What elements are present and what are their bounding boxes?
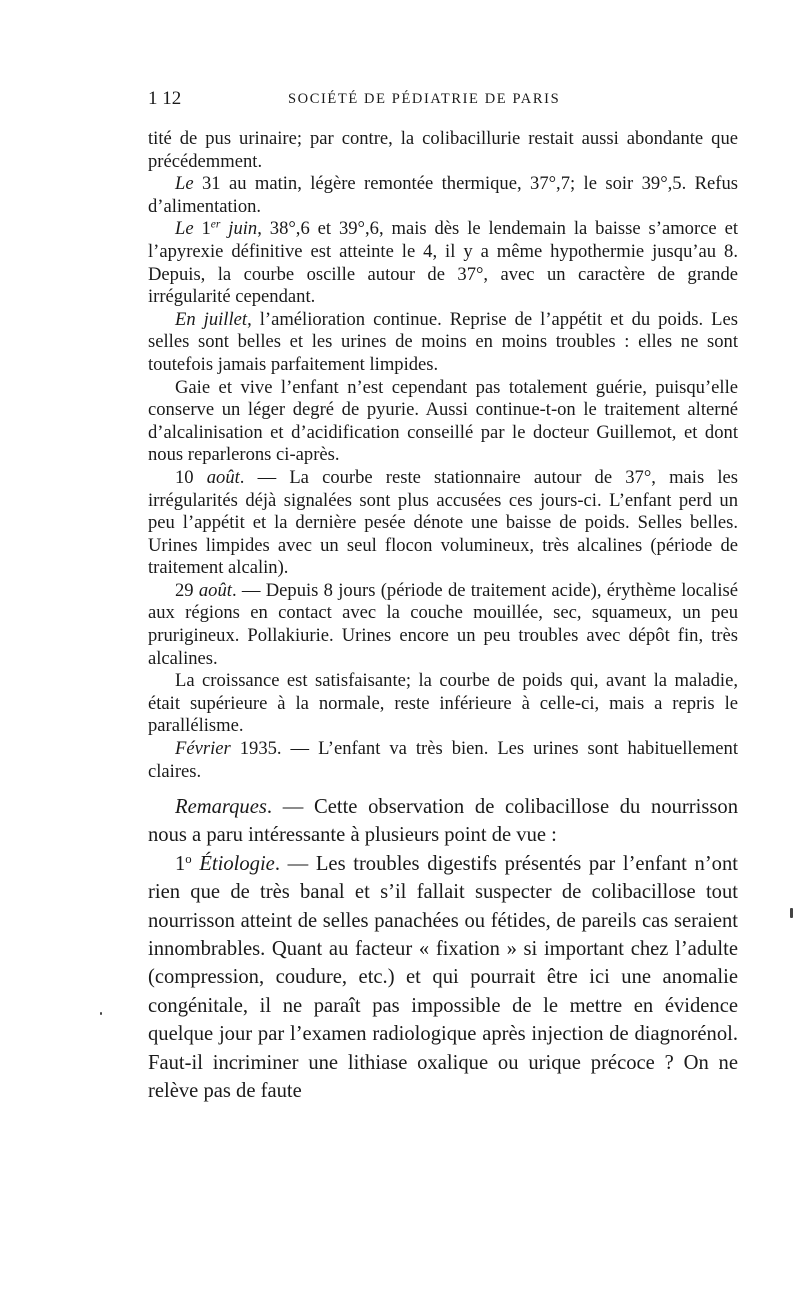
case-notes (148, 128, 738, 783)
paragraph: En juillet, l’amélioration continue. Reprise de l’appétit et du poids. Les selles sont belles et les urines de moins en moins troubles : elles ne sont toutefois jamais parfaitement limpides. (148, 308, 738, 375)
paragraph: Le 31 au matin, légère remontée thermique, 37°,7; le soir 39°,5. Refus d’alimentation. (148, 173, 738, 217)
page-header (148, 88, 738, 116)
paragraph: tité de pus urinaire; par contre, la colibacillurie restait aussi abondante que précédemment. (148, 128, 738, 172)
paragraph: Février 1935. — L’enfant va très bien. Les urines sont habituellement claires. (148, 738, 738, 782)
paragraph: Remarques. — Cette observation de colibacillose du nourrisson nous a paru intéressante à plusieurs point de vue : (148, 796, 738, 847)
paragraph: 1$^o$ Étiologie. — Les troubles digestifs présentés par l’enfant n’ont rien que de très banal et s’il fallait suspecter de colibacillose tout nourrisson atteint de selles panachées ou fétides, de pareils cas seraient innombrables. Quant au facteur « fixation » si important chez l’adulte (compression, coudure, etc.) et qui pourrait être ici une anomalie congénitale, il ne paraît pas impossible de le mettre en évidence quelque jour par l’examen radiologique après injection de diagnorénol. Faut-il incriminer une lithiase oxalique ou urique précoce ? On ne relève pas de faute (148, 851, 738, 1103)
print-speck (100, 1012, 102, 1015)
paragraph: 29 août. — Depuis 8 jours (période de traitement acide), érythème localisé aux régions en contact avec la couche mouillée, sec, squameux, un peu prurigineux. Pollakiurie. Urines encore un peu troubles avec dépôt fin, très alcalines. (148, 579, 738, 669)
running-title: SOCIÉTÉ DE PÉDIATRIE DE PARIS (288, 91, 561, 107)
remarks-section (148, 793, 738, 1105)
page-number: 1 12 (148, 88, 182, 109)
paragraph: 10 août. — La courbe reste stationnaire autour de 37°, mais les irrégularités déjà signalées sont plus accusées ces jours-ci. L’enfant perd un peu l’appétit et la dernière pesée dénote une baisse de poids. Selles belles. Urines limpides avec un seul flocon volumineux, très alcalines (période de traitement alcalin). (148, 466, 738, 579)
paragraph: La croissance est satisfaisante; la courbe de poids qui, avant la maladie, était supérieure à la normale, reste inférieure à celle-ci, mais a repris le parallélisme. (148, 670, 738, 737)
paragraph: Gaie et vive l’enfant n’est cependant pas totalement guérie, puisqu’elle conserve un léger degré de pyurie. Aussi continue-t-on le traitement alterné d’alcalinisation et d’acidification conseillé par le docteur Guillemot, et dont nous reparlerons ci-après. (148, 376, 738, 466)
paragraph: Le 1er juin, 38°,6 et 39°,6, mais dès le lendemain la baisse s’amorce et l’apyrexie définitive est atteinte le 4, il y a même hypothermie jusqu’au 8. Depuis, la courbe oscille autour de 37°, avec un caractère de grande irrégularité cependant. (148, 218, 738, 308)
print-speck (790, 908, 793, 918)
